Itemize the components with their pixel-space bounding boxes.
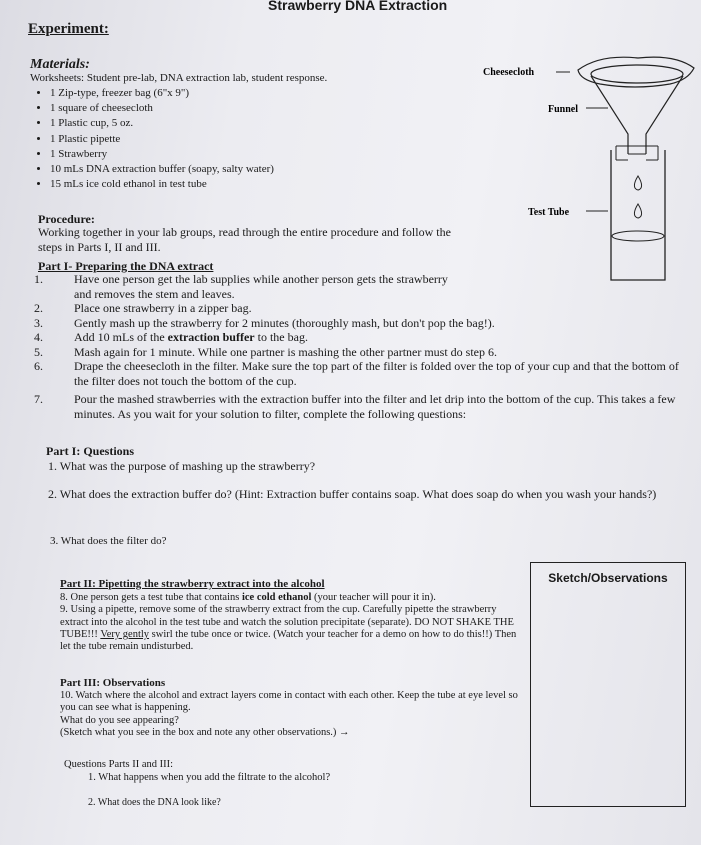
test-tube-shape — [611, 150, 665, 280]
document-title: Strawberry DNA Extraction — [268, 0, 448, 13]
parts23-question-1: 1. What happens when you add the filtrate to the alcohol? — [88, 772, 331, 783]
list-item: • 1 Plastic cup, 5 oz. — [50, 116, 274, 131]
parts23-heading: Questions Parts II and III: — [64, 759, 174, 770]
tube-holder — [616, 146, 658, 160]
part2-title: Part II: Pipetting the strawberry extract into the alcohol — [60, 578, 325, 590]
question-3: 3. What does the filter do? — [50, 535, 167, 547]
question-1: 1. What was the purpose of mashing up the strawberry? — [48, 459, 316, 473]
list-item: 7. Pour the mashed strawberries with the extraction buffer into the filter and let drip into the bottom of the cup. This takes a few minutes. As you wait for your solution to filter, complete the following questions: — [34, 392, 676, 421]
procedure-steps — [34, 272, 679, 421]
part1-title: Part I- Preparing the DNA extract — [38, 259, 214, 273]
list-item: • 1 Plastic pipette — [50, 132, 274, 147]
list-item: • 15 mLs ice cold ethanol in test tube — [50, 177, 274, 192]
materials-heading: Materials: — [30, 57, 90, 72]
parts23-question-2: 2. What does the DNA look like? — [88, 797, 221, 808]
materials-list — [38, 86, 274, 192]
funnel-cone — [591, 76, 683, 154]
sketch-note: (Sketch what you see in the box and note any other observations.) → — [60, 726, 350, 738]
step-10: 10. Watch where the alcohol and extract layers come in contact with each other. Keep the tube at eye level so you can see what is happening. — [60, 690, 518, 714]
cheesecloth-label: Cheesecloth — [483, 67, 535, 78]
list-item: 1. Have one person get the lab supplies while another person gets the strawberry and removes the stem and leaves. — [34, 272, 448, 301]
part3-instructions — [60, 690, 520, 739]
list-item: 3. Gently mash up the strawberry for 2 minutes (thoroughly mash, but don't pop the bag!). — [34, 315, 495, 330]
sketch-box[interactable] — [530, 562, 686, 807]
list-item: 6. Drape the cheesecloth in the filter. Make sure the top part of the filter is folded over the top of your cup and that the bottom of the filter does not touch the bottom of the cup. — [34, 359, 679, 388]
part1-questions-heading: Part I: Questions — [46, 444, 134, 458]
worksheets-line: Worksheets: Student pre-lab, DNA extraction lab, student response. — [30, 72, 328, 84]
step-9: 9. Using a pipette, remove some of the strawberry extract from the cup. Carefully pipette the strawberry extract into the alcohol in the test tube and watch the solution precipitate (separate). DO NOT SHAKE THE TUBE!!! Very gently swirl the tube once or twice. (Watch your teacher for a demo on how to do this!!) Then let the tube remain undisturbed. — [60, 604, 517, 653]
observation-ask: What do you see appearing? — [60, 714, 179, 726]
list-item: • 1 square of cheesecloth — [50, 101, 274, 116]
list-item: • 1 Zip-type, freezer bag (6"x 9") — [50, 86, 274, 101]
funnel-rim — [591, 65, 683, 83]
procedure-intro: Working together in your lab groups, read through the entire procedure and follow the steps in Parts I, II and III. — [38, 225, 451, 254]
part2-instructions — [60, 592, 520, 653]
question-2: 2. What does the extraction buffer do? (Hint: Extraction buffer contains soap. What does soap do when you wash your hands?) — [48, 487, 657, 501]
drop-icon — [634, 176, 641, 190]
part3-heading: Part III: Observations — [60, 677, 166, 689]
drop-icon — [634, 204, 641, 218]
list-item: 4. Add 10 mLs of the extraction buffer to the bag. — [34, 330, 308, 344]
list-item: 5. Mash again for 1 minute. While one partner is mashing the other partner must do step 6. — [34, 344, 498, 359]
funnel-diagram — [470, 50, 701, 290]
experiment-heading: Experiment: — [28, 21, 109, 37]
step-8: 8. One person gets a test tube that contains ice cold ethanol (your teacher will pour it in). — [60, 592, 436, 603]
sketch-title: Sketch/Observations — [548, 571, 668, 585]
procedure-heading: Procedure: — [38, 212, 95, 226]
list-item: • 1 Strawberry — [50, 147, 274, 162]
test-tube-label: Test Tube — [528, 207, 570, 218]
list-item: • 10 mLs DNA extraction buffer (soapy, salty water) — [50, 162, 274, 177]
funnel-label: Funnel — [548, 104, 579, 115]
list-item: 2. Place one strawberry in a zipper bag. — [34, 301, 252, 315]
